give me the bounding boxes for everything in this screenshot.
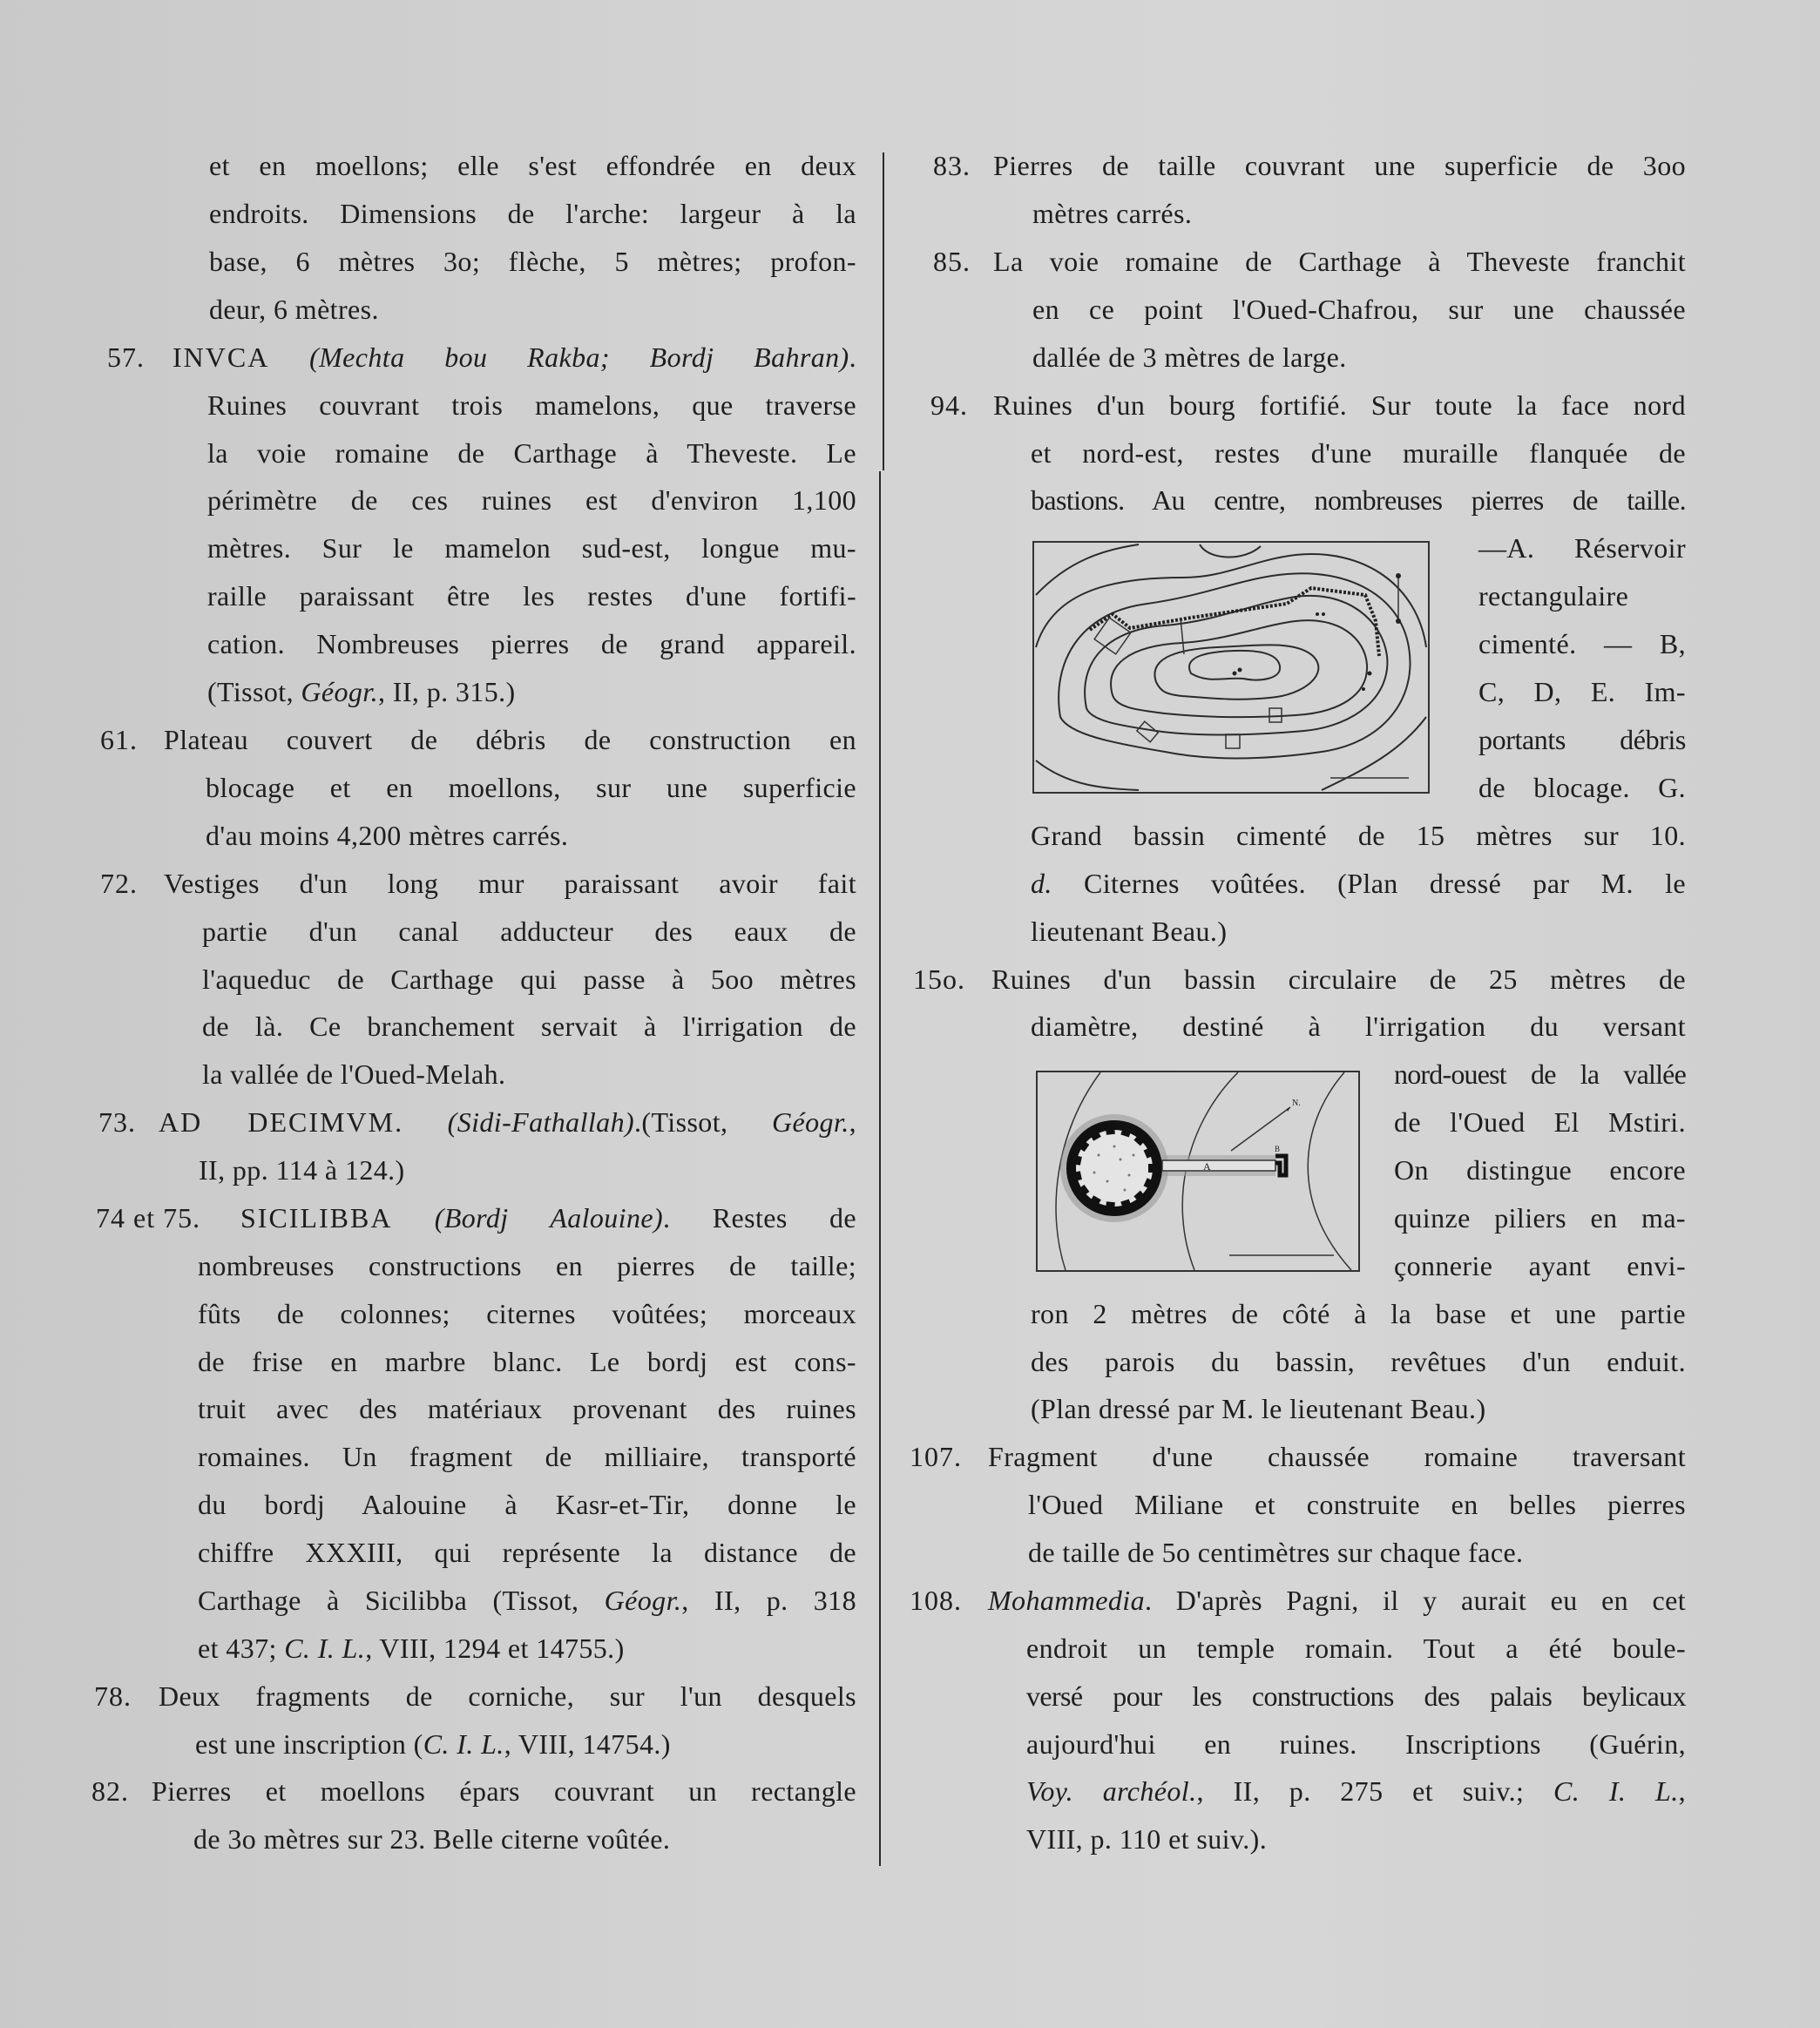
citation-work: C. I. L.: [284, 1633, 366, 1664]
citation: [198, 1631, 856, 1666]
citation: [195, 1727, 856, 1761]
citation-rest: , II, p. 315.): [378, 676, 516, 707]
entry-number: 78.: [94, 1680, 132, 1712]
entry-number: 57.: [107, 341, 145, 373]
text-line: l'aqueduc de Carthage qui passe à 5oo mètres: [202, 963, 856, 995]
entry-number: 107.: [910, 1441, 962, 1472]
entry-number: 74 et 75.: [96, 1202, 201, 1234]
text-line: blocage et en moellons, sur une superficie: [206, 772, 856, 803]
punct: ,: [1678, 1775, 1687, 1807]
entry-heading: Ruines d'un bourg fortifié. Sur toute la face nord: [993, 389, 1686, 421]
text-line: de l'Oued El Mstiri.: [1394, 1106, 1686, 1138]
text-line: rectangulaire: [1478, 580, 1629, 612]
citation-prefix: et 437;: [198, 1633, 285, 1664]
place-name: INVCA: [173, 341, 270, 373]
citation-prefix: (Tissot,: [207, 676, 301, 707]
citation: [207, 674, 856, 709]
entry-heading: Vestiges d'un long mur paraissant avoir fait: [164, 868, 856, 899]
text-line: diamètre, destiné à l'irrigation du versant: [1031, 1011, 1686, 1042]
entry-heading: [988, 1583, 1686, 1618]
text-line: la vallée de l'Oued-Melah.: [202, 1058, 506, 1090]
text-line: portants débris: [1478, 724, 1686, 755]
text-line: dallée de 3 mètres de large.: [1032, 341, 1347, 373]
citation-prefix: Carthage à Sicilibba (Tissot,: [198, 1585, 605, 1616]
text-line: base, 6 mètres 3o; flèche, 5 mètres; profon-: [209, 246, 856, 277]
text-line: de taille de 5o centimètres sur chaque face.: [1028, 1537, 1524, 1568]
plan-figure-fortified-town: [1032, 541, 1430, 794]
entry-heading: Pierres et moellons épars couvrant un rectangle: [152, 1775, 856, 1807]
text-line: partie d'un canal adducteur des eaux de: [202, 916, 856, 947]
citation-work: Géogr.: [301, 676, 378, 707]
citation-rest: , II, p. 318: [681, 1585, 856, 1616]
column-divider-upper: [883, 152, 884, 470]
entry-heading: La voie romaine de Carthage à Theveste franchit: [993, 246, 1686, 277]
figure-key-letter: d.: [1031, 868, 1052, 899]
text-line: de frise en marbre blanc. Le bordj est cons-: [198, 1346, 856, 1377]
text-line: versé pour les constructions des palais beylicaux: [1026, 1680, 1686, 1712]
citation-prefix: est une inscription (: [195, 1728, 423, 1760]
text-line: et nord-est, restes d'une muraille flanquée de: [1031, 437, 1686, 469]
modern-name: (Sidi-Fathallah): [447, 1106, 635, 1138]
text-line: On distingue encore: [1394, 1154, 1686, 1186]
basin-pier: [1072, 1155, 1082, 1166]
citation-prefix: .(Tissot,: [634, 1106, 772, 1138]
text-line: des parois du bassin, revêtues d'un enduit.: [1031, 1346, 1686, 1377]
text-line: nord-ouest de la vallée: [1394, 1058, 1686, 1090]
text-line: bastions. Au centre, nombreuses pierres de taille.: [1031, 484, 1686, 516]
citation-work: Géogr.: [604, 1585, 682, 1616]
text-line: de blocage. G.: [1478, 772, 1686, 803]
text-line: VIII, p. 110 et suiv.).: [1026, 1823, 1268, 1855]
figure-label-b: B: [1275, 1145, 1281, 1153]
text-line: çonnerie ayant envi-: [1394, 1250, 1686, 1281]
citation-work: C. I. L.: [1553, 1775, 1679, 1807]
text-line: ron 2 mètres de côté à la base et une partie: [1031, 1298, 1686, 1329]
text-line: la voie romaine de Carthage à Theveste. Le: [207, 437, 856, 469]
text-line: raille paraissant être les restes d'une fortifi-: [207, 580, 856, 612]
entry-number: 94.: [930, 389, 968, 421]
citation-rest: , II, p. 275 et suiv.;: [1196, 1775, 1554, 1807]
text-line: cimenté. — B,: [1478, 628, 1686, 659]
text-line: l'Oued Miliane et construite en belles pierres: [1028, 1489, 1686, 1520]
citation-work: C. I. L.: [423, 1728, 504, 1760]
text-line: II, pp. 114 à 124.): [199, 1154, 405, 1186]
basin-pier: [1148, 1164, 1157, 1173]
citation: [198, 1583, 856, 1618]
citation-work: Géogr.: [771, 1106, 849, 1138]
text-line: de là. Ce branchement servait à l'irrigation de: [202, 1011, 856, 1042]
text-line: romaines. Un fragment de milliaire, transporté: [198, 1441, 856, 1472]
entry-number: 108.: [910, 1585, 962, 1616]
text-line: mètres. Sur le mamelon sud-est, longue mu-: [207, 532, 856, 564]
modern-name: (Bordj Aalouine): [434, 1202, 664, 1234]
text-line: [1031, 866, 1686, 901]
entry-number: 82.: [91, 1775, 129, 1807]
text-line: et en moellons; elle s'est effondrée en deux: [209, 150, 856, 181]
text-line: périmètre de ces ruines est d'environ 1,100: [207, 484, 856, 516]
entry-heading: Ruines d'un bassin circulaire de 25 mètres de: [991, 963, 1686, 995]
entry-number: 85.: [933, 246, 971, 277]
contour-plan-drawing: [1034, 543, 1428, 792]
entry-number: 72.: [100, 868, 138, 899]
place-name: SICILIBBA: [240, 1202, 393, 1234]
place-name: AD DECIMVM.: [159, 1106, 404, 1138]
entry-number: 73.: [98, 1106, 136, 1138]
text-line: truit avec des matériaux provenant des ruines: [198, 1393, 856, 1424]
entry-heading: Fragment d'une chaussée romaine traversant: [988, 1441, 1686, 1472]
figure-label-a: A: [1203, 1160, 1211, 1173]
text-line: chiffre XXXIII, qui représente la distance de: [198, 1537, 856, 1568]
entry-number: 61.: [100, 724, 138, 755]
entry-heading: Pierres de taille couvrant une superficie de 3oo: [993, 150, 1686, 181]
citation-work: Voy. archéol.: [1026, 1775, 1197, 1807]
text-rest: . D'après Pagni, il y aurait eu en cet: [1144, 1585, 1686, 1616]
entry-heading: [159, 1105, 856, 1139]
text-line: —A. Réservoir: [1478, 532, 1686, 564]
basin-pier: [1072, 1171, 1082, 1181]
text-line: quinze piliers en ma-: [1394, 1202, 1686, 1234]
modern-name: (Mechta bou Rakba; Bordj Bahran): [309, 341, 849, 373]
entry-number: 83.: [933, 150, 971, 181]
basin-plan-drawing: [1038, 1072, 1358, 1270]
north-arrow-label: N.: [1292, 1098, 1301, 1108]
basin-pier: [1106, 1201, 1115, 1211]
text-line: deur, 6 mètres.: [209, 294, 379, 325]
text-line: mètres carrés.: [1032, 198, 1193, 229]
text-line: de 3o mètres sur 23. Belle citerne voûtée.: [193, 1823, 671, 1855]
citation-rest: , VIII, 1294 et 14755.): [365, 1633, 625, 1664]
text-line: d'au moins 4,200 mètres carrés.: [206, 820, 569, 851]
entry-heading: [173, 340, 856, 375]
text-line: du bordj Aalouine à Kasr-et-Tir, donne le: [198, 1489, 856, 1520]
plan-figure-circular-basin: [1036, 1071, 1360, 1272]
place-name: Mohammedia: [988, 1585, 1145, 1616]
text-line: aujourd'hui en ruines. Inscriptions (Guérin,: [1026, 1728, 1686, 1760]
column-divider-lower: [879, 471, 881, 1866]
text-line: endroits. Dimensions de l'arche: largeur à la: [209, 198, 856, 229]
citation: [1026, 1774, 1686, 1808]
text-line: (Plan dressé par M. le lieutenant Beau.): [1031, 1393, 1486, 1424]
entry-heading: [240, 1200, 856, 1235]
text-line: Ruines couvrant trois mamelons, que traverse: [207, 389, 856, 421]
text-line: C, D, E. Im-: [1478, 676, 1686, 707]
text-line: cation. Nombreuses pierres de grand appareil.: [207, 628, 856, 659]
entry-number: 15o.: [913, 963, 965, 995]
text-rest: Citernes voûtées. (Plan dressé par M. le: [1052, 868, 1686, 899]
basin-pier: [1106, 1126, 1115, 1135]
citation-rest: , VIII, 14754.): [504, 1728, 671, 1760]
text-line: nombreuses constructions en pierres de taille;: [198, 1250, 856, 1281]
text-line: endroit un temple romain. Tout a été boule-: [1026, 1633, 1686, 1664]
entry-heading: Deux fragments de corniche, sur l'un desquels: [159, 1680, 856, 1712]
punct: ,: [849, 1106, 857, 1138]
text-line: fûts de colonnes; citernes voûtées; morceaux: [198, 1298, 856, 1329]
entry-heading: Plateau couvert de débris de construction en: [164, 724, 856, 755]
text-line: en ce point l'Oued-Chafrou, sur une chaussée: [1032, 294, 1686, 325]
text-line: lieutenant Beau.): [1031, 916, 1228, 947]
text-line: Grand bassin cimenté de 15 mètres sur 10.: [1031, 820, 1686, 851]
punct: .: [849, 341, 856, 373]
text-rest: . Restes de: [663, 1202, 857, 1234]
